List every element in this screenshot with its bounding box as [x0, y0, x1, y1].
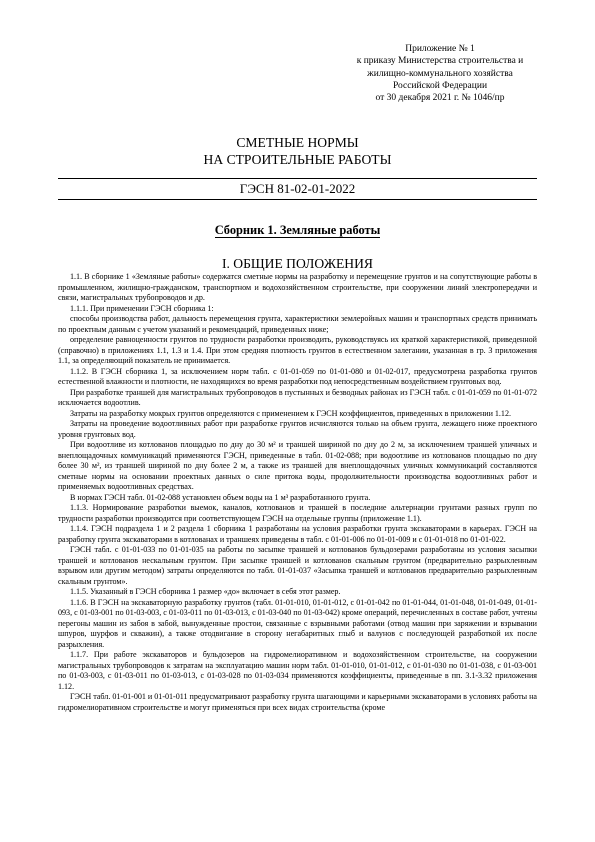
paragraph: способы производства работ, дальность перемещения грунта, характеристики землеройных машин и транспортных средств принимать по проектным данным с учетом указаний и рекомендаций, приведенных ниже;: [58, 314, 537, 334]
paragraph: ГЭСН табл. 01-01-001 и 01-01-011 предусматривают разработку грунта шагающими и карьерными экскаваторами в условиях работы на гидромелиоративном строительстве и могут применяться при всех видах строительства (кроме: [58, 692, 537, 712]
paragraph: При разработке траншей для магистральных трубопроводов в пустынных и безводных районах из ГЭСН табл. с 01-01-059 по 01-01-072 исключается водоотлив.: [58, 387, 537, 407]
appendix-line-3: жилищно-коммунального хозяйства: [367, 68, 513, 79]
collection-heading: [0, 222, 595, 238]
appendix-line-5: от 30 декабря 2021 г. № 1046/пр: [375, 93, 505, 104]
title-line-2: НА СТРОИТЕЛЬНЫЕ РАБОТЫ: [203, 152, 392, 167]
paragraph: 1.1. В сборнике 1 «Земляные работы» содержатся сметные нормы на разработку и перемещение грунтов и на сопутствующие работы в промышленном, жилищно-гражданском, транспортном и водохозяйственном строительстве, при сооружении линий электропередачи и связи, магистральных трубопроводов и др.: [58, 272, 537, 302]
document-title: [0, 134, 595, 168]
paragraph: 1.1.7. При работе экскаваторов и бульдозеров на гидромелиоративном и водохозяйственном строительстве, на сооружении магистральных трубопроводов к затратам на эксплуатацию машин норм табл. 01-01-010, 01-01-012, с 01-01-030 по 01-01-038, с 01-03-001 по 01-03-003, с 01-03-011 по 01-03-013, с 01-03-028 по 01-03-034 применяются коэффициенты, приведенные в пп. 3.1-3.32 приложения 1.12.: [58, 650, 537, 691]
section-heading: I. ОБЩИЕ ПОЛОЖЕНИЯ: [221, 256, 374, 271]
paragraph: 1.1.1. При применении ГЭСН сборника 1:: [70, 303, 214, 313]
paragraph: В нормах ГЭСН табл. 01-02-088 установлен объем воды на 1 м³ разработанного грунта.: [70, 492, 371, 502]
body-text: [58, 272, 537, 713]
appendix-line-4: Российской Федерации: [392, 80, 488, 91]
title-line-1: СМЕТНЫЕ НОРМЫ: [236, 135, 359, 150]
paragraph: 1.1.5. Указанный в ГЭСН сборника 1 размер «до» включает в себя этот размер.: [70, 587, 341, 596]
paragraph: 1.1.2. В ГЭСН сборника 1, за исключением норм табл. с 01-01-059 по 01-01-080 и 01-02-017, предусмотрена разработка грунтов естественной влажности и плотности, не находящихся во время разработки под непосредственным воздействием грунтовых вод.: [58, 366, 537, 386]
paragraph: определение равноценности грунтов по трудности разработки производить, руководствуясь их краткой характеристикой, приведенной (справочно) в приложениях 1.1, 1.3 и 1.4. При этом средняя плотность грунтов в естественном залегании, указанная в гр. 3 приложения 1.1, за определяющий показатель не принимается.: [58, 335, 537, 365]
paragraph: Затраты на проведение водоотливных работ при разработке грунтов исчисляются только на объем грунта, лежащего ниже проектного уровня грунтовых вод.: [58, 419, 537, 439]
appendix-line-2: к приказу Министерства строительства и: [356, 56, 524, 67]
norm-code: ГЭСН 81-02-01-2022: [58, 178, 537, 200]
appendix-block: [330, 43, 550, 104]
paragraph: 1.1.4. ГЭСН подраздела 1 и 2 раздела 1 сборника 1 разработаны на условия разработки грунта экскаваторами в карьерах. ГЭСН на разработку грунта экскаваторами в котлованах и траншеях приведены в табл. с 01-01-006 по 01-01-009 и с 01-01-018 по 01-01-022.: [58, 524, 537, 544]
paragraph: 1.1.6. В ГЭСН на экскаваторную разработку грунтов (табл. 01-01-010, 01-01-012, с 01-01-042 по 01-01-044, 01-01-048, 01-01-049, 01-01-093, с 01-03-001 по 01-03-003, с 01-03-011 по 01-03-013, с 01-03-040 по 01-03-042) кроме операций, перечисленных в составе работ, учтены перегоны машин из забоя в забой, вынужденные простои, связанные с взрывными работами (отвод машин при заряжении и взрывании шпуров, шурфов и скважин), а также отодвигание в сторону негабаритных глыб и валунов с последующей разработкой их после разрыхления.: [58, 597, 537, 649]
paragraph: ГЭСН табл. с 01-01-033 по 01-01-035 на работы по засыпке траншей и котлованов бульдозерами разработаны из условия засыпки траншей и котлованов нескальным грунтом. При засыпке траншей и котлованов скальным грунтом (предварительно разрыхленным взрывом или другим методом) затраты определяются по табл. 01-01-037 «Засыпка траншей и котлованов предварительно разрыхленным скальным грунтом».: [58, 545, 537, 586]
collection-title: Сборник 1. Земляные работы: [214, 223, 381, 237]
paragraph: 1.1.3. Нормирование разработки выемок, каналов, котлованов и траншей в последние альтернации грунтами разных групп по трудности разработки производится при соответствующем ГЭСН на отдельные группы (приложение 1.1).: [58, 503, 537, 523]
paragraph: При водоотливе из котлованов площадью по дну до 30 м² и траншей шириной по дну до 2 м, за исключением траншей уличных и внеплощадочных коммуникаций применяются ГЭСН, приведенные в табл. 01-02-088; при водоотливе из котлованов площадью по дну более 30 м², из траншей шириной по дну более 2 м, а также из траншей для внеплощадочных уличных коммуникаций составляются сметные нормы на основании проектных данных о силе притока воды, продолжительности производства водоотливных работ и применяемых водоотливных средствах.: [58, 440, 537, 491]
appendix-line-1: Приложение № 1: [405, 44, 475, 54]
paragraph: Затраты на разработку мокрых грунтов определяются с применением к ГЭСН коэффициентов, приведенных в приложении 1.12.: [70, 408, 511, 418]
